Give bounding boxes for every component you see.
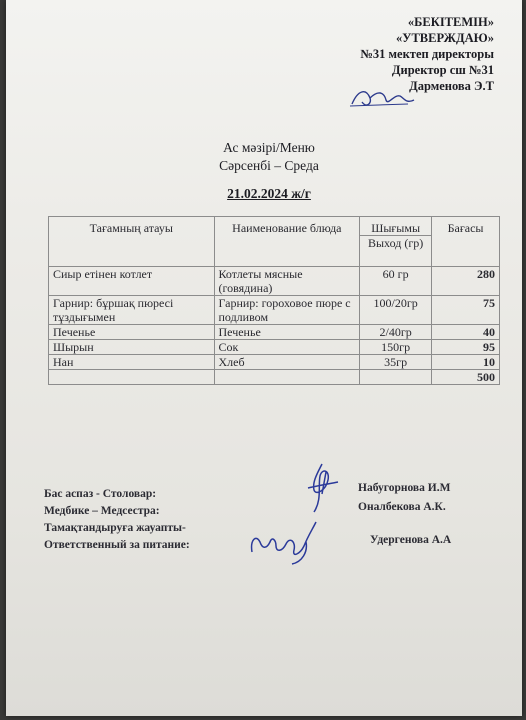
header-kk-name: Тағамның атауы [49,217,215,267]
chef-signature [292,460,352,520]
header-yield-ru: Выход (гр) [360,236,432,267]
director-signature [348,84,418,112]
cell-yield: 100/20гр [360,296,432,325]
responsible-signature [246,512,326,568]
cell-kk-name: Нан [49,355,215,370]
footer-roles [44,486,190,554]
cell-kk-name: Сиыр етінен котлет [49,267,215,296]
table-row [49,325,500,340]
table-header-row [49,217,500,236]
table-row [49,267,500,296]
approval-block [360,14,494,94]
table-row [49,355,500,370]
role-nurse: Медбике – Медсестра: [44,505,160,517]
cell-price: 75 [432,296,500,325]
cell-yield: 150гр [360,340,432,355]
cell-kk-name: Гарнир: бұршақ пюресі тұздығымен [49,296,215,325]
cell-yield: 2/40гр [360,325,432,340]
approval-position-kk: №31 мектеп директоры [360,47,494,61]
document-page [6,0,522,716]
cell-yield: 35гр [360,355,432,370]
menu-table [48,216,500,385]
menu-title: Ас мәзірі/Меню [223,140,315,155]
name-nurse: Оналбекова А.К. [358,501,446,513]
table-row [49,296,500,325]
header-ru-name: Наименование блюда [214,217,360,267]
cell-price: 40 [432,325,500,340]
cell-total-price: 500 [432,370,500,385]
cell-ru-name: Сок [214,340,360,355]
name-chef: Набугорнова И.М [358,482,451,494]
role-responsible-ru: Ответственный за питание: [44,539,190,551]
cell-kk-name: Шырын [49,340,215,355]
cell-price: 280 [432,267,500,296]
cell-price: 10 [432,355,500,370]
menu-day: Сәрсенбі – Среда [219,158,319,173]
menu-date: 21.02.2024 ж/г [227,186,311,201]
cell-kk-name: Печенье [49,325,215,340]
cell-ru-name: Гарнир: гороховое пюре с подливом [214,296,360,325]
cell-yield: 60 гр [360,267,432,296]
header-yield-kk: Шығымы [360,217,432,236]
role-chef: Бас аспаз - Столовар: [44,488,157,500]
approval-director-name: Дарменова Э.Т [409,79,494,93]
header-price: Бағасы [432,217,500,267]
cell-ru-name: Печенье [214,325,360,340]
approval-kk: «БЕКІТЕМІН» [407,15,494,29]
role-responsible-kk: Тамақтандыруға жауапты- [44,522,186,534]
cell-ru-name: Хлеб [214,355,360,370]
approval-ru: «УТВЕРЖДАЮ» [396,31,494,45]
table-total-row [49,370,500,385]
cell-price: 95 [432,340,500,355]
table-row [49,340,500,355]
name-responsible: Удергенова А.А [370,534,452,546]
approval-position-ru: Директор сш №31 [391,63,494,77]
cell-ru-name: Котлеты мясные (говядина) [214,267,360,296]
